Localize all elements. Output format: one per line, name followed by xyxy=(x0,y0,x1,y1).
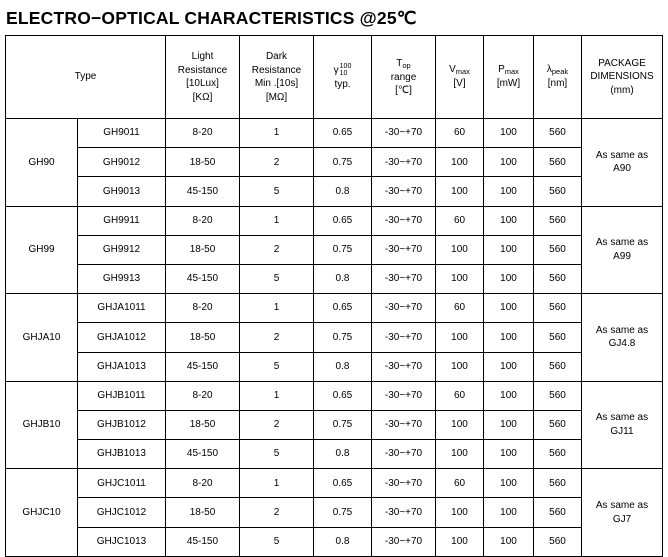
package-line1: PACKAGE xyxy=(598,57,646,69)
column-header-vmax xyxy=(436,36,484,119)
cell-pmax: 100 xyxy=(484,264,534,293)
package-text-line2: GJ11 xyxy=(610,425,634,437)
table-row xyxy=(6,148,663,177)
table-row xyxy=(6,410,663,439)
lambda-symbol-line xyxy=(534,63,581,77)
cell-lambda-peak: 560 xyxy=(534,235,582,264)
cell-type: GHJB1013 xyxy=(78,440,166,469)
top-unit-line: [℃] xyxy=(395,85,412,96)
cell-dark-resistance: 2 xyxy=(240,148,314,177)
column-header-light-resistance xyxy=(166,36,240,119)
cell-pmax: 100 xyxy=(484,527,534,556)
cell-top-range: -30~+70 xyxy=(372,498,436,527)
gamma-symbol: γ xyxy=(333,64,339,76)
cell-light-resistance: 18-50 xyxy=(166,235,240,264)
cell-type: GH9011 xyxy=(78,119,166,148)
group-name-cell: GH99 xyxy=(6,206,78,294)
dark-resistance-line1: Dark xyxy=(265,51,288,62)
light-resistance-line2: Resistance xyxy=(177,64,228,76)
table-row xyxy=(6,264,663,293)
light-resistance-line3: [10Lux] xyxy=(186,78,219,89)
cell-dark-resistance: 5 xyxy=(240,352,314,381)
cell-top-range: -30~+70 xyxy=(372,206,436,235)
cell-gamma: 0.65 xyxy=(314,206,372,235)
top-symbol-line xyxy=(372,57,435,71)
cell-type: GHJC1011 xyxy=(78,469,166,498)
cell-gamma: 0.8 xyxy=(314,440,372,469)
cell-lambda-peak: 560 xyxy=(534,206,582,235)
cell-top-range: -30~+70 xyxy=(372,294,436,323)
top-symbol: T xyxy=(396,57,403,69)
cell-top-range: -30~+70 xyxy=(372,323,436,352)
package-cell xyxy=(582,381,663,469)
cell-vmax: 100 xyxy=(436,235,484,264)
cell-lambda-peak: 560 xyxy=(534,177,582,206)
table-row xyxy=(6,440,663,469)
cell-lambda-peak: 560 xyxy=(534,440,582,469)
table-body xyxy=(6,119,663,557)
cell-dark-resistance: 2 xyxy=(240,235,314,264)
cell-lambda-peak: 560 xyxy=(534,381,582,410)
cell-light-resistance: 8-20 xyxy=(166,294,240,323)
cell-type: GH9013 xyxy=(78,177,166,206)
cell-type: GH9012 xyxy=(78,148,166,177)
cell-dark-resistance: 1 xyxy=(240,381,314,410)
cell-vmax: 100 xyxy=(436,264,484,293)
cell-dark-resistance: 1 xyxy=(240,206,314,235)
table-row xyxy=(6,323,663,352)
cell-pmax: 100 xyxy=(484,323,534,352)
package-cell xyxy=(582,206,663,294)
cell-light-resistance: 18-50 xyxy=(166,498,240,527)
column-header-gamma xyxy=(314,36,372,119)
cell-top-range: -30~+70 xyxy=(372,469,436,498)
cell-lambda-peak: 560 xyxy=(534,352,582,381)
package-text-line1: As same as xyxy=(595,500,649,512)
cell-light-resistance: 18-50 xyxy=(166,323,240,352)
cell-pmax: 100 xyxy=(484,206,534,235)
vmax-symbol: V xyxy=(449,64,456,76)
cell-light-resistance: 18-50 xyxy=(166,148,240,177)
cell-top-range: -30~+70 xyxy=(372,119,436,148)
cell-vmax: 100 xyxy=(436,323,484,352)
package-cell xyxy=(582,294,663,382)
cell-vmax: 100 xyxy=(436,177,484,206)
table-row xyxy=(6,469,663,498)
cell-lambda-peak: 560 xyxy=(534,264,582,293)
column-header-dark-resistance xyxy=(240,36,314,119)
cell-lambda-peak: 560 xyxy=(534,469,582,498)
table-row xyxy=(6,294,663,323)
package-text-line2: A99 xyxy=(613,250,631,262)
vmax-unit: [V] xyxy=(453,78,466,90)
cell-pmax: 100 xyxy=(484,469,534,498)
cell-light-resistance: 45-150 xyxy=(166,527,240,556)
cell-lambda-peak: 560 xyxy=(534,410,582,439)
cell-vmax: 100 xyxy=(436,410,484,439)
cell-pmax: 100 xyxy=(484,410,534,439)
cell-pmax: 100 xyxy=(484,498,534,527)
group-name-cell: GHJA10 xyxy=(6,294,78,382)
dark-resistance-line3: Min .[10s] xyxy=(254,78,299,89)
cell-gamma: 0.75 xyxy=(314,235,372,264)
table-row xyxy=(6,206,663,235)
top-subscript: op xyxy=(402,60,411,70)
cell-vmax: 100 xyxy=(436,440,484,469)
cell-top-range: -30~+70 xyxy=(372,264,436,293)
vmax-symbol-line xyxy=(436,63,483,77)
cell-light-resistance: 45-150 xyxy=(166,264,240,293)
cell-type: GHJA1013 xyxy=(78,352,166,381)
cell-top-range: -30~+70 xyxy=(372,381,436,410)
light-resistance-line4: [KΩ] xyxy=(192,91,213,103)
cell-gamma: 0.65 xyxy=(314,469,372,498)
cell-light-resistance: 45-150 xyxy=(166,352,240,381)
cell-light-resistance: 18-50 xyxy=(166,410,240,439)
cell-top-range: -30~+70 xyxy=(372,440,436,469)
cell-type: GHJA1012 xyxy=(78,323,166,352)
cell-gamma: 0.65 xyxy=(314,294,372,323)
gamma-exponents xyxy=(340,63,352,78)
pmax-symbol-line xyxy=(484,63,533,77)
cell-vmax: 60 xyxy=(436,381,484,410)
cell-top-range: -30~+70 xyxy=(372,352,436,381)
cell-vmax: 60 xyxy=(436,294,484,323)
cell-top-range: -30~+70 xyxy=(372,410,436,439)
cell-pmax: 100 xyxy=(484,235,534,264)
package-text-line2: GJ7 xyxy=(612,513,632,525)
cell-light-resistance: 8-20 xyxy=(166,206,240,235)
cell-type: GHJA1011 xyxy=(78,294,166,323)
light-resistance-line1: Light xyxy=(191,51,214,62)
gamma-sup: 100 xyxy=(339,62,352,70)
package-text-line1: As same as xyxy=(595,412,649,424)
cell-dark-resistance: 5 xyxy=(240,527,314,556)
cell-gamma: 0.65 xyxy=(314,119,372,148)
table-row xyxy=(6,527,663,556)
cell-pmax: 100 xyxy=(484,119,534,148)
cell-dark-resistance: 2 xyxy=(240,323,314,352)
package-text-line2: GJ4.8 xyxy=(608,338,636,350)
vmax-subscript: max xyxy=(455,67,470,77)
table-row xyxy=(6,381,663,410)
cell-dark-resistance: 5 xyxy=(240,177,314,206)
cell-top-range: -30~+70 xyxy=(372,148,436,177)
column-header-pmax xyxy=(484,36,534,119)
cell-vmax: 60 xyxy=(436,206,484,235)
cell-pmax: 100 xyxy=(484,440,534,469)
column-header-top-range xyxy=(372,36,436,119)
gamma-note: typ. xyxy=(334,78,351,90)
cell-lambda-peak: 560 xyxy=(534,323,582,352)
table-row xyxy=(6,352,663,381)
cell-lambda-peak: 560 xyxy=(534,148,582,177)
package-cell xyxy=(582,119,663,207)
cell-type: GHJB1011 xyxy=(78,381,166,410)
package-line2: DIMENSIONS xyxy=(590,71,654,83)
cell-vmax: 100 xyxy=(436,148,484,177)
group-name-cell: GHJB10 xyxy=(6,381,78,469)
dark-resistance-line2: Resistance xyxy=(251,64,302,76)
cell-gamma: 0.65 xyxy=(314,381,372,410)
column-header-lambda-peak xyxy=(534,36,582,119)
gamma-sub: 10 xyxy=(339,70,348,78)
pmax-unit: [mW] xyxy=(496,78,521,90)
top-range-line: range xyxy=(390,71,417,83)
cell-type: GHJC1013 xyxy=(78,527,166,556)
cell-vmax: 100 xyxy=(436,527,484,556)
package-text-line1: As same as xyxy=(595,149,649,161)
cell-light-resistance: 8-20 xyxy=(166,469,240,498)
cell-type: GHJC1012 xyxy=(78,498,166,527)
cell-vmax: 100 xyxy=(436,352,484,381)
lambda-unit: [nm] xyxy=(547,78,568,90)
cell-lambda-peak: 560 xyxy=(534,119,582,148)
package-text-line2: A90 xyxy=(613,163,631,175)
cell-dark-resistance: 5 xyxy=(240,440,314,469)
cell-type: GH9913 xyxy=(78,264,166,293)
cell-gamma: 0.75 xyxy=(314,410,372,439)
table-row xyxy=(6,498,663,527)
lambda-symbol: λ xyxy=(546,64,552,76)
pmax-subscript: max xyxy=(504,67,519,77)
gamma-symbol-line xyxy=(314,63,371,78)
cell-lambda-peak: 560 xyxy=(534,527,582,556)
cell-gamma: 0.8 xyxy=(314,177,372,206)
cell-gamma: 0.75 xyxy=(314,148,372,177)
cell-lambda-peak: 560 xyxy=(534,498,582,527)
group-name-cell: GHJC10 xyxy=(6,469,78,557)
pmax-symbol: P xyxy=(498,64,505,76)
cell-top-range: -30~+70 xyxy=(372,527,436,556)
cell-gamma: 0.75 xyxy=(314,323,372,352)
cell-top-range: -30~+70 xyxy=(372,177,436,206)
cell-vmax: 60 xyxy=(436,469,484,498)
cell-type: GH9912 xyxy=(78,235,166,264)
cell-pmax: 100 xyxy=(484,294,534,323)
cell-dark-resistance: 2 xyxy=(240,498,314,527)
cell-dark-resistance: 2 xyxy=(240,410,314,439)
cell-lambda-peak: 560 xyxy=(534,294,582,323)
group-name-cell: GH90 xyxy=(6,119,78,207)
cell-gamma: 0.8 xyxy=(314,527,372,556)
cell-pmax: 100 xyxy=(484,381,534,410)
table-header xyxy=(6,36,663,119)
cell-light-resistance: 45-150 xyxy=(166,440,240,469)
cell-dark-resistance: 1 xyxy=(240,469,314,498)
package-text-line1: As same as xyxy=(595,237,649,249)
cell-pmax: 100 xyxy=(484,352,534,381)
cell-vmax: 60 xyxy=(436,119,484,148)
lambda-subscript: peak xyxy=(551,67,569,77)
cell-gamma: 0.75 xyxy=(314,498,372,527)
package-cell xyxy=(582,469,663,557)
cell-top-range: -30~+70 xyxy=(372,235,436,264)
dark-resistance-line4: [MΩ] xyxy=(265,91,288,103)
cell-light-resistance: 45-150 xyxy=(166,177,240,206)
package-text-line1: As same as xyxy=(595,324,649,336)
cell-pmax: 100 xyxy=(484,148,534,177)
cell-dark-resistance: 5 xyxy=(240,264,314,293)
cell-gamma: 0.8 xyxy=(314,264,372,293)
table-row xyxy=(6,119,663,148)
cell-type: GHJB1012 xyxy=(78,410,166,439)
cell-light-resistance: 8-20 xyxy=(166,119,240,148)
cell-dark-resistance: 1 xyxy=(240,294,314,323)
cell-light-resistance: 8-20 xyxy=(166,381,240,410)
cell-gamma: 0.8 xyxy=(314,352,372,381)
column-header-type: Type xyxy=(6,36,166,119)
page-title: ELECTRO−OPTICAL CHARACTERISTICS @25℃ xyxy=(6,8,417,28)
cell-pmax: 100 xyxy=(484,177,534,206)
cell-type: GH9911 xyxy=(78,206,166,235)
cell-vmax: 100 xyxy=(436,498,484,527)
table-row xyxy=(6,235,663,264)
package-line3: (mm) xyxy=(610,84,634,96)
cell-dark-resistance: 1 xyxy=(240,119,314,148)
specifications-table xyxy=(5,35,663,557)
table-row xyxy=(6,177,663,206)
column-header-package-dimensions xyxy=(582,36,663,119)
